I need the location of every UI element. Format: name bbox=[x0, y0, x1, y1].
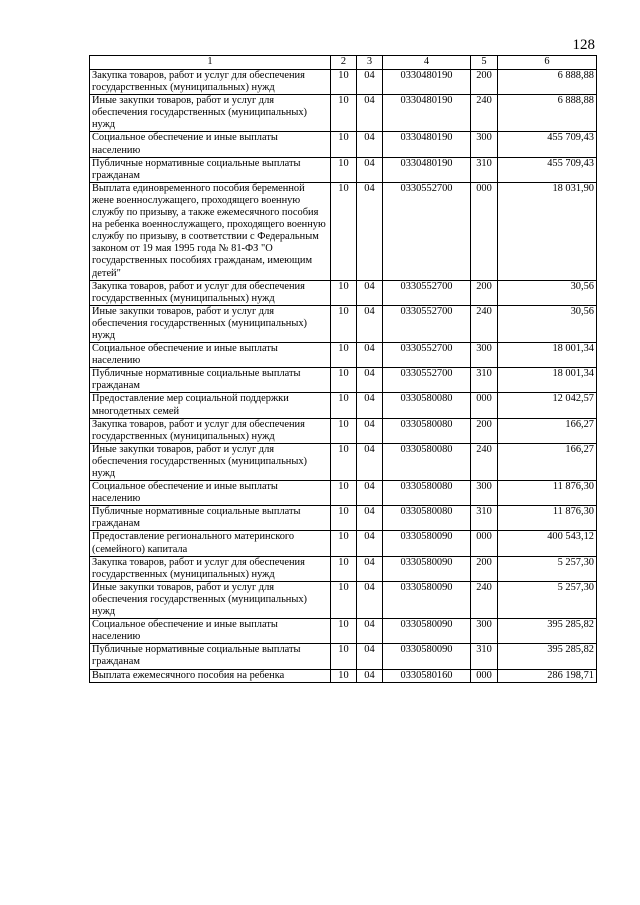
row-section: 10 bbox=[331, 669, 357, 682]
row-code: 0330552700 bbox=[383, 182, 471, 280]
row-subsection: 04 bbox=[357, 343, 383, 368]
row-section: 10 bbox=[331, 182, 357, 280]
row-code: 0330580090 bbox=[383, 581, 471, 618]
row-section: 10 bbox=[331, 418, 357, 443]
row-subsection: 04 bbox=[357, 368, 383, 393]
row-section: 10 bbox=[331, 531, 357, 556]
row-type: 310 bbox=[471, 157, 498, 182]
row-type: 000 bbox=[471, 669, 498, 682]
row-section: 10 bbox=[331, 556, 357, 581]
row-type: 300 bbox=[471, 481, 498, 506]
row-type: 200 bbox=[471, 280, 498, 305]
row-type: 000 bbox=[471, 393, 498, 418]
row-sum: 30,56 bbox=[498, 280, 597, 305]
table-row bbox=[90, 506, 597, 531]
row-code: 0330552700 bbox=[383, 368, 471, 393]
row-name: Закупка товаров, работ и услуг для обеспечения государственных (муниципальных) нужд bbox=[90, 556, 331, 581]
row-subsection: 04 bbox=[357, 443, 383, 480]
table-row bbox=[90, 418, 597, 443]
header-col-name: 1 bbox=[90, 56, 331, 70]
table-row bbox=[90, 669, 597, 682]
row-name: Иные закупки товаров, работ и услуг для обеспечения государственных (муниципальных) нужд bbox=[90, 95, 331, 132]
row-subsection: 04 bbox=[357, 393, 383, 418]
row-code: 0330580160 bbox=[383, 669, 471, 682]
table-row bbox=[90, 157, 597, 182]
row-type: 240 bbox=[471, 305, 498, 342]
row-type: 200 bbox=[471, 418, 498, 443]
row-subsection: 04 bbox=[357, 70, 383, 95]
row-sum: 6 888,88 bbox=[498, 95, 597, 132]
row-subsection: 04 bbox=[357, 305, 383, 342]
table-row bbox=[90, 368, 597, 393]
row-type: 310 bbox=[471, 368, 498, 393]
header-col-type: 5 bbox=[471, 56, 498, 70]
row-name: Выплата ежемесячного пособия на ребенка bbox=[90, 669, 331, 682]
row-code: 0330580080 bbox=[383, 506, 471, 531]
row-name: Публичные нормативные социальные выплаты гражданам bbox=[90, 506, 331, 531]
table-row bbox=[90, 132, 597, 157]
row-subsection: 04 bbox=[357, 157, 383, 182]
row-section: 10 bbox=[331, 443, 357, 480]
row-sum: 5 257,30 bbox=[498, 556, 597, 581]
row-sum: 395 285,82 bbox=[498, 644, 597, 669]
header-row bbox=[90, 56, 597, 70]
row-sum: 11 876,30 bbox=[498, 506, 597, 531]
row-code: 0330580090 bbox=[383, 531, 471, 556]
row-name: Иные закупки товаров, работ и услуг для обеспечения государственных (муниципальных) нужд bbox=[90, 581, 331, 618]
header-col-subsection: 3 bbox=[357, 56, 383, 70]
row-code: 0330580090 bbox=[383, 619, 471, 644]
row-name: Социальное обеспечение и иные выплаты населению bbox=[90, 132, 331, 157]
row-subsection: 04 bbox=[357, 531, 383, 556]
row-name: Социальное обеспечение и иные выплаты населению bbox=[90, 481, 331, 506]
row-section: 10 bbox=[331, 368, 357, 393]
row-name: Предоставление мер социальной поддержки многодетных семей bbox=[90, 393, 331, 418]
row-sum: 286 198,71 bbox=[498, 669, 597, 682]
table-row bbox=[90, 70, 597, 95]
row-type: 240 bbox=[471, 95, 498, 132]
table-header bbox=[90, 56, 597, 70]
row-name: Закупка товаров, работ и услуг для обеспечения государственных (муниципальных) нужд bbox=[90, 70, 331, 95]
row-code: 0330552700 bbox=[383, 280, 471, 305]
row-code: 0330580080 bbox=[383, 443, 471, 480]
row-type: 000 bbox=[471, 531, 498, 556]
row-name: Закупка товаров, работ и услуг для обеспечения государственных (муниципальных) нужд bbox=[90, 280, 331, 305]
row-code: 0330580090 bbox=[383, 644, 471, 669]
table-row bbox=[90, 393, 597, 418]
table-row bbox=[90, 556, 597, 581]
row-subsection: 04 bbox=[357, 418, 383, 443]
row-type: 300 bbox=[471, 343, 498, 368]
row-sum: 395 285,82 bbox=[498, 619, 597, 644]
row-sum: 455 709,43 bbox=[498, 157, 597, 182]
budget-table bbox=[89, 55, 597, 683]
row-type: 000 bbox=[471, 182, 498, 280]
table-row bbox=[90, 280, 597, 305]
row-sum: 5 257,30 bbox=[498, 581, 597, 618]
row-section: 10 bbox=[331, 95, 357, 132]
row-code: 0330580080 bbox=[383, 481, 471, 506]
header-col-code: 4 bbox=[383, 56, 471, 70]
row-name: Закупка товаров, работ и услуг для обеспечения государственных (муниципальных) нужд bbox=[90, 418, 331, 443]
table-body bbox=[90, 70, 597, 683]
row-sum: 166,27 bbox=[498, 418, 597, 443]
row-sum: 12 042,57 bbox=[498, 393, 597, 418]
row-type: 200 bbox=[471, 556, 498, 581]
table-row bbox=[90, 581, 597, 618]
row-section: 10 bbox=[331, 506, 357, 531]
page-number: 128 bbox=[572, 37, 595, 53]
row-name: Иные закупки товаров, работ и услуг для обеспечения государственных (муниципальных) нужд bbox=[90, 305, 331, 342]
row-section: 10 bbox=[331, 481, 357, 506]
row-code: 0330480190 bbox=[383, 95, 471, 132]
row-name: Публичные нормативные социальные выплаты гражданам bbox=[90, 157, 331, 182]
row-subsection: 04 bbox=[357, 581, 383, 618]
row-name: Публичные нормативные социальные выплаты гражданам bbox=[90, 644, 331, 669]
row-code: 0330552700 bbox=[383, 343, 471, 368]
row-subsection: 04 bbox=[357, 481, 383, 506]
row-sum: 18 001,34 bbox=[498, 343, 597, 368]
row-subsection: 04 bbox=[357, 506, 383, 531]
table-row bbox=[90, 305, 597, 342]
row-name: Публичные нормативные социальные выплаты гражданам bbox=[90, 368, 331, 393]
row-type: 300 bbox=[471, 132, 498, 157]
row-sum: 30,56 bbox=[498, 305, 597, 342]
row-subsection: 04 bbox=[357, 669, 383, 682]
row-code: 0330480190 bbox=[383, 70, 471, 95]
row-subsection: 04 bbox=[357, 644, 383, 669]
row-section: 10 bbox=[331, 619, 357, 644]
row-subsection: 04 bbox=[357, 182, 383, 280]
row-name: Социальное обеспечение и иные выплаты населению bbox=[90, 343, 331, 368]
row-sum: 400 543,12 bbox=[498, 531, 597, 556]
row-sum: 18 001,34 bbox=[498, 368, 597, 393]
row-subsection: 04 bbox=[357, 280, 383, 305]
row-sum: 6 888,88 bbox=[498, 70, 597, 95]
row-name: Иные закупки товаров, работ и услуг для обеспечения государственных (муниципальных) нужд bbox=[90, 443, 331, 480]
row-section: 10 bbox=[331, 280, 357, 305]
row-section: 10 bbox=[331, 132, 357, 157]
row-subsection: 04 bbox=[357, 619, 383, 644]
table-row bbox=[90, 481, 597, 506]
row-section: 10 bbox=[331, 644, 357, 669]
row-code: 0330580080 bbox=[383, 393, 471, 418]
row-type: 200 bbox=[471, 70, 498, 95]
row-sum: 11 876,30 bbox=[498, 481, 597, 506]
header-col-section: 2 bbox=[331, 56, 357, 70]
row-section: 10 bbox=[331, 70, 357, 95]
row-code: 0330480190 bbox=[383, 132, 471, 157]
table-row bbox=[90, 343, 597, 368]
row-sum: 166,27 bbox=[498, 443, 597, 480]
row-code: 0330580090 bbox=[383, 556, 471, 581]
row-type: 240 bbox=[471, 443, 498, 480]
row-type: 310 bbox=[471, 506, 498, 531]
table-row bbox=[90, 182, 597, 280]
row-type: 240 bbox=[471, 581, 498, 618]
row-type: 300 bbox=[471, 619, 498, 644]
table-row bbox=[90, 443, 597, 480]
row-section: 10 bbox=[331, 305, 357, 342]
row-section: 10 bbox=[331, 157, 357, 182]
row-subsection: 04 bbox=[357, 132, 383, 157]
row-section: 10 bbox=[331, 393, 357, 418]
row-code: 0330552700 bbox=[383, 305, 471, 342]
table-row bbox=[90, 95, 597, 132]
row-section: 10 bbox=[331, 581, 357, 618]
row-section: 10 bbox=[331, 343, 357, 368]
row-sum: 455 709,43 bbox=[498, 132, 597, 157]
table-row bbox=[90, 531, 597, 556]
row-name: Предоставление регионального материнского (семейного) капитала bbox=[90, 531, 331, 556]
table-row bbox=[90, 619, 597, 644]
row-type: 310 bbox=[471, 644, 498, 669]
row-name: Выплата единовременного пособия беременной жене военнослужащего, проходящего военную службу по призыву, а также ежемесячного пособия на ребенка военнослужащего, проходящего военную службу по призыву, в соответствии с Федеральным законом от 19 мая 1995 года № 81-ФЗ "О государственных пособиях гражданам, имеющим детей" bbox=[90, 182, 331, 280]
row-subsection: 04 bbox=[357, 95, 383, 132]
row-code: 0330580080 bbox=[383, 418, 471, 443]
row-subsection: 04 bbox=[357, 556, 383, 581]
row-name: Социальное обеспечение и иные выплаты населению bbox=[90, 619, 331, 644]
row-code: 0330480190 bbox=[383, 157, 471, 182]
table-row bbox=[90, 644, 597, 669]
row-sum: 18 031,90 bbox=[498, 182, 597, 280]
header-col-sum: 6 bbox=[498, 56, 597, 70]
